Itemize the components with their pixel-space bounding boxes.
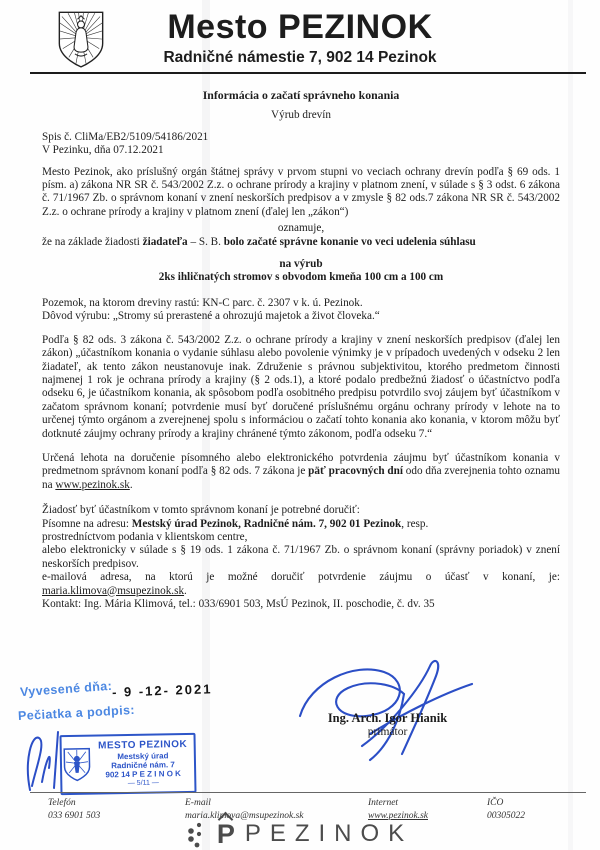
delivery-postal-post: , resp.	[401, 517, 429, 530]
stamp-signature-label: Pečiatka a podpis:	[17, 702, 136, 724]
delivery-postal-pre: Písomne na adresu:	[42, 517, 132, 530]
doc-subtitle: Výrub drevín	[271, 109, 331, 122]
email-link[interactable]: maria.klimova@msupezinok.sk	[42, 584, 185, 597]
footer-internet-label: Internet	[368, 798, 399, 808]
delivery-postal-line	[42, 518, 560, 531]
signer-title: primátor	[367, 726, 408, 738]
intro-paragraph: Mesto Pezinok, ako príslušný orgán štátnej správy v prvom stupni vo veciach ochrany drevín podľa § 69 ods. 1 písm. a) zákona NR SR č. 543/2002 Z.z. o ochrane prírody a krajiny v platnom znení, v súlade s § 3 odst. 6 zákona č. 71/1967 Zb. o správnom konaní v znení neskorších predpisov a v zmysle § 82 ods.7 zákona NR SR č. 543/2002 Z.z. o ochrane prírody a krajiny v platnom znení (ďalej len „zákon“)	[42, 165, 560, 218]
deadline-bold: päť pracovných dní	[308, 465, 403, 478]
office-stamp	[59, 733, 196, 795]
city-logo	[0, 818, 600, 850]
logo-dots-icon	[187, 818, 207, 850]
applicant-line-bold: žiadateľa	[142, 235, 188, 248]
announce-word: oznamuje,	[277, 222, 325, 235]
place-date: V Pezinku, dňa 07.12.2021	[42, 144, 164, 157]
stamp-line-3: Radničné nám. 7	[111, 760, 175, 771]
footer-telefon-value: 033 6901 503	[48, 810, 101, 821]
signer-name: Ing. Arch. Igor Hianik	[327, 711, 448, 725]
email-line	[42, 571, 560, 598]
parcel-line: Pozemok, na ktorom dreviny rastú: KN-C parc. č. 2307 v k. ú. Pezinok.	[42, 296, 363, 309]
footer-telefon-label: Telefón	[48, 798, 76, 808]
signature-scribble-icon	[292, 654, 482, 764]
delivery-client-centre-line: prostredníctvom podania v klientskom centre,	[42, 530, 248, 543]
logo-wordmark: PEZINOK	[244, 820, 414, 847]
email-line-post: .	[184, 584, 187, 597]
subject-line-1: na výrub	[279, 258, 323, 271]
footer-ico-label: IČO	[487, 798, 504, 808]
delivery-postal-address-bold: Mestský úrad Pezinok, Radničné nám. 7, 902 01 Pezinok	[131, 517, 402, 530]
contact-line: Kontakt: Ing. Mária Klimová, tel.: 033/6901 503, MsÚ Pezinok, II. poschodie, č. dv. 35	[42, 598, 435, 610]
applicant-line-pre: že na základe žiadosti	[42, 235, 143, 248]
deadline-paragraph	[42, 452, 560, 492]
doc-title: Informácia o začatí správneho konania	[202, 88, 400, 102]
deadline-post: .	[129, 478, 133, 491]
deadline-mid: odo dňa zverejnenia tohto oznamu na	[42, 465, 560, 491]
city-name: Mesto PEZINOK	[167, 8, 433, 46]
stamp-line-5: — 5/11 —	[127, 778, 159, 787]
delivery-electronic-line: alebo elektronicky v súlade s § 19 ods. 1 zákona č. 71/1967 Zb. o správnom konaní (správny poriadok) v znení neskorších predpisov.	[42, 544, 560, 570]
letterhead	[0, 0, 600, 74]
stamp-line-2: Mestský úrad	[117, 751, 169, 762]
footer-ico-value: 00305022	[487, 810, 525, 821]
posted-date-stamp: - 9 -12- 2021	[111, 681, 213, 700]
footer-internet-link[interactable]: www.pezinok.sk	[368, 810, 428, 821]
coat-of-arms-icon	[55, 8, 107, 72]
doc-meta	[42, 131, 560, 158]
header-rule	[30, 72, 586, 74]
participation-paragraph: Podľa § 82 ods. 3 zákona č. 543/2002 Z.z. o ochrane prírody a krajiny v znení neskorších predpisov (ďalej len zákon) „účastníkom konania o vydanie súhlasu alebo povolenie výnimky je v prípadoch uvedených v odseku 2 len žiadateľ, ak tento zákon neustanovuje inak. Združenie s právnou subjektivitou, ktorého predmetom činnosti najmenej 1 rok je ochrana prírody a krajiny (§ 2 ods.1), a ktoré podalo predbežnú žiadosť o účastníctvo podľa odseku 6, je účastníkom konania, ak spôsobom podľa osobitného predpisu potvrdilo svoj záujem byť účastníkom v začatom správnom konaní; potvrdenie musí byť doručené príslušnému orgánu ochrany prírody v lehote na to určenej týmto orgánom a zverejnenej spolu s informáciou o začatí tohto konania ako konania, v ktorom môžu byť dotknuté záujmy ochrany prírody a krajiny chránené týmto zákonom, podľa odseku 7.“	[42, 333, 560, 440]
posted-date-label: Vyvesené dňa:	[19, 678, 113, 700]
document-body	[0, 89, 600, 611]
footer-email-value: maria.klimova@msupezinok.sk	[185, 810, 304, 821]
city-address: Radničné námestie 7, 902 14 Pezinok	[163, 48, 437, 66]
file-number: Spis č. CliMa/EB2/5109/54186/2021	[42, 130, 209, 143]
subject-line-2: 2ks ihličnatých stromov s obvodom kmeňa 100 cm a 100 cm	[158, 271, 444, 284]
email-line-pre: e-mailová adresa, na ktorú je možné doručiť potvrdenie záujmu o účasť v konaní, je:	[42, 571, 560, 584]
footer-email-label: E-mail	[185, 798, 211, 808]
stamp-line-1: MESTO PEZINOK	[98, 739, 188, 752]
stamp-line-4: 902 14 P E Z I N O K	[105, 769, 181, 780]
signoff-zone	[0, 656, 600, 796]
delivery-intro: Žiadosť byť účastníkom v tomto správnom konaní je potrebné doručiť:	[42, 504, 360, 517]
reason-line: Dôvod výrubu: „Stromy sú prerastené a ohrozujú majetok a život človeka.“	[42, 310, 380, 323]
applicant-line	[42, 236, 560, 249]
stamp-coat-of-arms-icon	[62, 744, 93, 787]
applicant-initials: – S. B.	[187, 235, 224, 248]
pezinok-link[interactable]: www.pezinok.sk	[55, 478, 130, 491]
logo-p-icon: P	[217, 821, 235, 848]
deadline-pre: Určená lehota na doručenie písomného alebo elektronického potvrdenia záujmu byť účastníkom konania v predmetnom správnom konaní podľa § 82 ods. 7 zákona je	[42, 451, 560, 478]
proceeding-started-bold: bolo začaté správne konanie vo veci udelenia súhlasu	[223, 235, 476, 248]
footer-rule	[30, 792, 586, 793]
